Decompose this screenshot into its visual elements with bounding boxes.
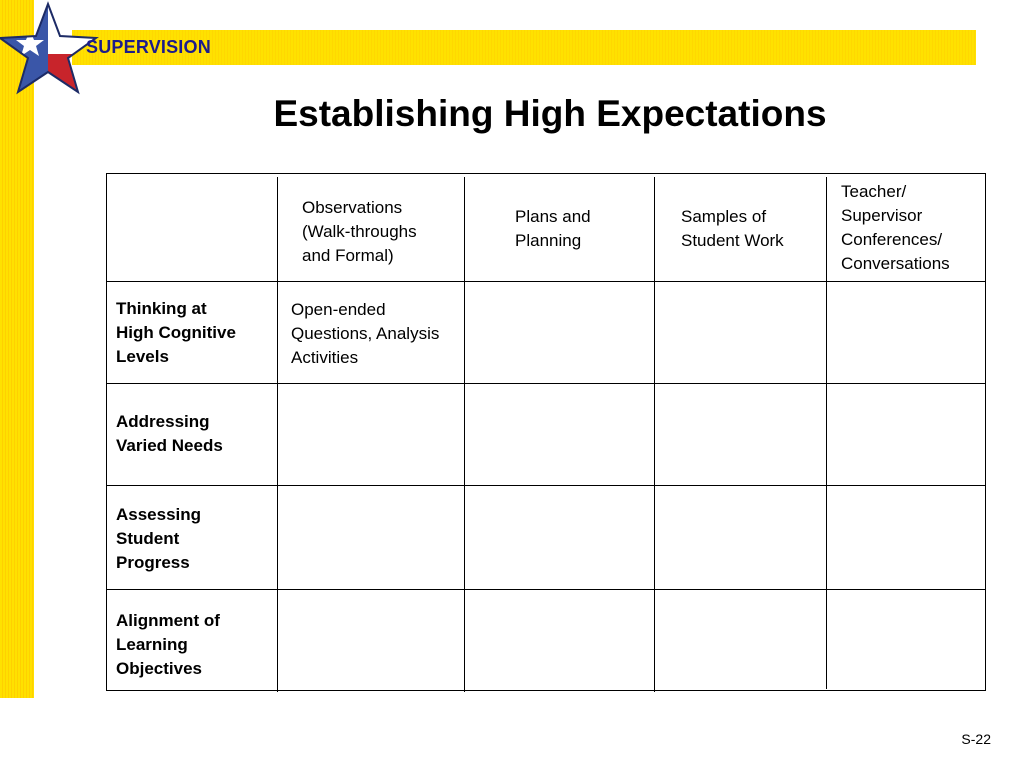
section-label: SUPERVISION (86, 37, 211, 57)
table-column-divider (826, 177, 827, 689)
slide-number: S-22 (961, 731, 991, 747)
row-header-thinking: Thinking at High Cognitive Levels (116, 299, 236, 366)
table-column-divider (654, 177, 655, 692)
row-header-progress: Assessing Student Progress (116, 505, 202, 572)
column-header-conferences: Teacher/ Supervisor Conferences/ Conversations (841, 182, 950, 273)
slide-title: Establishing High Expectations (273, 93, 827, 134)
table-cell: Open-ended Questions, Analysis Activities (291, 300, 440, 367)
table-row-divider (106, 383, 986, 384)
row-header-alignment: Alignment of Learning Objectives (116, 611, 220, 678)
table-row-divider (106, 281, 986, 282)
column-header-observations: Observations (Walk-throughs and Formal) (302, 198, 417, 265)
row-header-needs: Addressing Varied Needs (116, 412, 223, 455)
table-row-divider (106, 485, 986, 486)
table-row-divider (106, 589, 986, 590)
table-column-divider (277, 177, 278, 692)
column-header-plans: Plans and Planning (515, 207, 591, 250)
texas-star-icon (0, 0, 100, 100)
table-column-divider (464, 177, 465, 692)
column-header-student-work: Samples of Student Work (681, 207, 784, 250)
